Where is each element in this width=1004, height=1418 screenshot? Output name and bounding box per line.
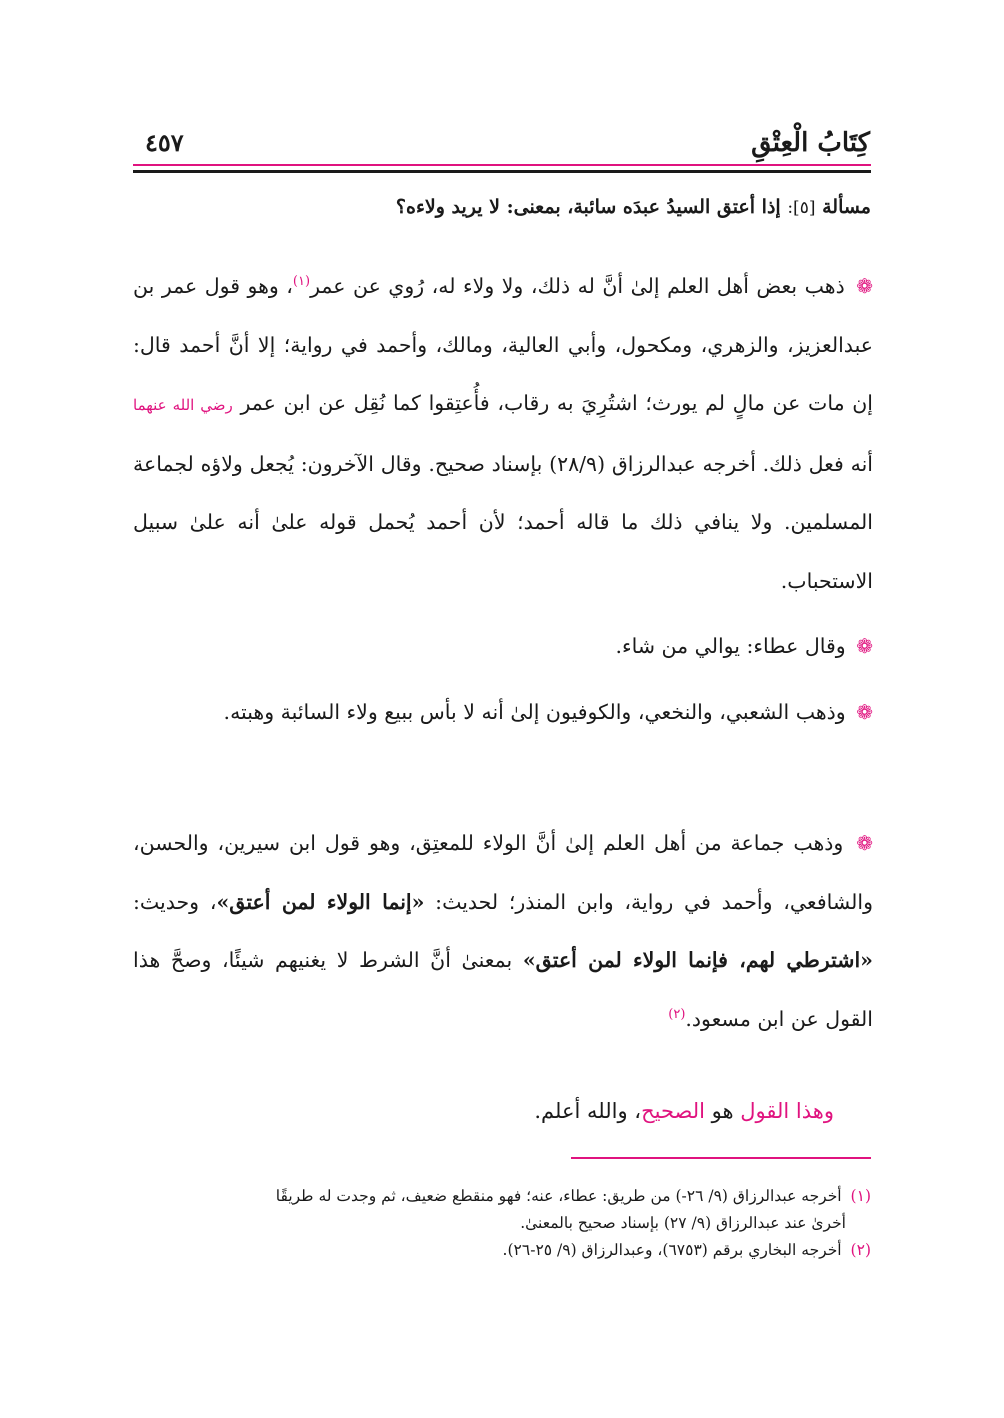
footnote-divider (571, 1157, 871, 1159)
running-header (135, 128, 870, 158)
paragraph-4-text-b: ، وحديث: (133, 889, 217, 914)
paragraph-opinion-3 (133, 683, 873, 742)
flower-ornament-icon: ❁ (856, 700, 873, 724)
conclusion-line (534, 1096, 834, 1126)
paragraph-1-text-b: ، وهو قول عمر بن عبدالعزيز، والزهري، ومكحول، وأبي العالية، ومالك، وأحمد في رواية؛ إلا أنَّ أحمد قال: إن مات عن مالٍ لم يورث؛ اشتُرِيَ به رقاب، فأُعتِقوا كما نُقِل عن ابن عمر (133, 274, 873, 415)
footnotes (133, 1183, 871, 1264)
issue-question: إذا أعتق السيدُ عبدَه سائبة، بمعنى: لا يريد ولاءه؟ (395, 196, 781, 218)
paragraph-3-text: وذهب الشعبي، والنخعي، والكوفيون إلىٰ أنه لا بأس ببيع ولاء السائبة وهبته. (223, 700, 846, 724)
paragraph-4-text-c: بمعنىٰ أنَّ الشرط لا يغنيهم شيئًا، وصحَّ هذا القول عن ابن مسعود. (133, 948, 873, 1031)
conclusion-text-1: هو (711, 1099, 734, 1123)
footnote-text-1: أخرجه عبدالرزاق (٩/ ٢٦-) من طريق: عطاء، عنه؛ فهو منقطع ضعيف، ثم وجدت له طريقًا (275, 1187, 842, 1205)
paragraph-1-text-c: أنه فعل ذلك. أخرجه عبدالرزاق (٢٨/٩) بإسناد صحيح. وقال الآخرون: يُجعل ولاؤه لجماعة المسلمين. ولا ينافي ذلك ما قاله أحمد؛ لأن أحمد يُحمل قوله علىٰ أنه علىٰ سبيل الاستحباب. (133, 451, 873, 593)
footnote-ref-1[interactable]: (١) (292, 274, 311, 290)
paragraph-opinion-1 (133, 257, 873, 610)
conclusion-highlight-2: الصحيح (641, 1099, 705, 1123)
book-title: كِتَابُ الْعِتْقِ (751, 128, 870, 158)
hadith-quote-2: «اشترطي لهم، فإنما الولاء لمن أعتق» (522, 948, 873, 972)
honorific-glyph: رضي الله عنهما (133, 396, 233, 414)
footnote-ref-2[interactable]: (٢) (668, 1006, 686, 1022)
paragraph-opinion-4 (133, 814, 873, 1048)
footnote-number-2: (٢) (850, 1241, 871, 1259)
paragraph-opinion-2 (133, 617, 873, 676)
issue-number: [٥]: (787, 198, 816, 218)
conclusion-text-2: ، والله أعلم. (534, 1099, 642, 1123)
footnote-2 (133, 1237, 871, 1264)
conclusion-highlight-1: وهذا القول (740, 1099, 834, 1123)
hadith-quote-1: «إنما الولاء لمن أعتق» (216, 889, 425, 914)
header-rule-accent (133, 164, 871, 166)
header-rule (133, 170, 871, 173)
paragraph-2-text: وقال عطاء: يوالي من شاء. (615, 634, 846, 658)
flower-ornament-icon: ❁ (856, 634, 873, 658)
footnote-number-1: (١) (850, 1187, 871, 1205)
flower-ornament-icon: ❁ (856, 831, 873, 855)
paragraph-4-text-a: وذهب جماعة من أهل العلم إلىٰ أنَّ الولاء للمعتِق، وهو قول ابن سيرين، والحسن، والشافعي، وأحمد في رواية، وابن المنذر؛ لحديث: (133, 831, 873, 914)
flower-ornament-icon: ❁ (856, 274, 873, 298)
paragraph-1-text-a: ذهب بعض أهل العلم إلىٰ أنَّ له ذلك، ولا ولاء له، رُوي عن عمر (310, 274, 845, 298)
footnote-text-2: أخرجه البخاري برقم (٦٧٥٣)، وعبدالرزاق (٩/ ٢٥-٢٦). (502, 1241, 842, 1259)
footnote-1 (133, 1183, 871, 1210)
issue-label: مسألة (822, 196, 871, 218)
footnote-1-continuation: أخرىٰ عند عبدالرزاق (٩/ ٢٧) بإسناد صحيح بالمعنىٰ. (520, 1214, 846, 1232)
issue-heading (133, 192, 871, 223)
page-number: ٤٥٧ (145, 128, 184, 157)
